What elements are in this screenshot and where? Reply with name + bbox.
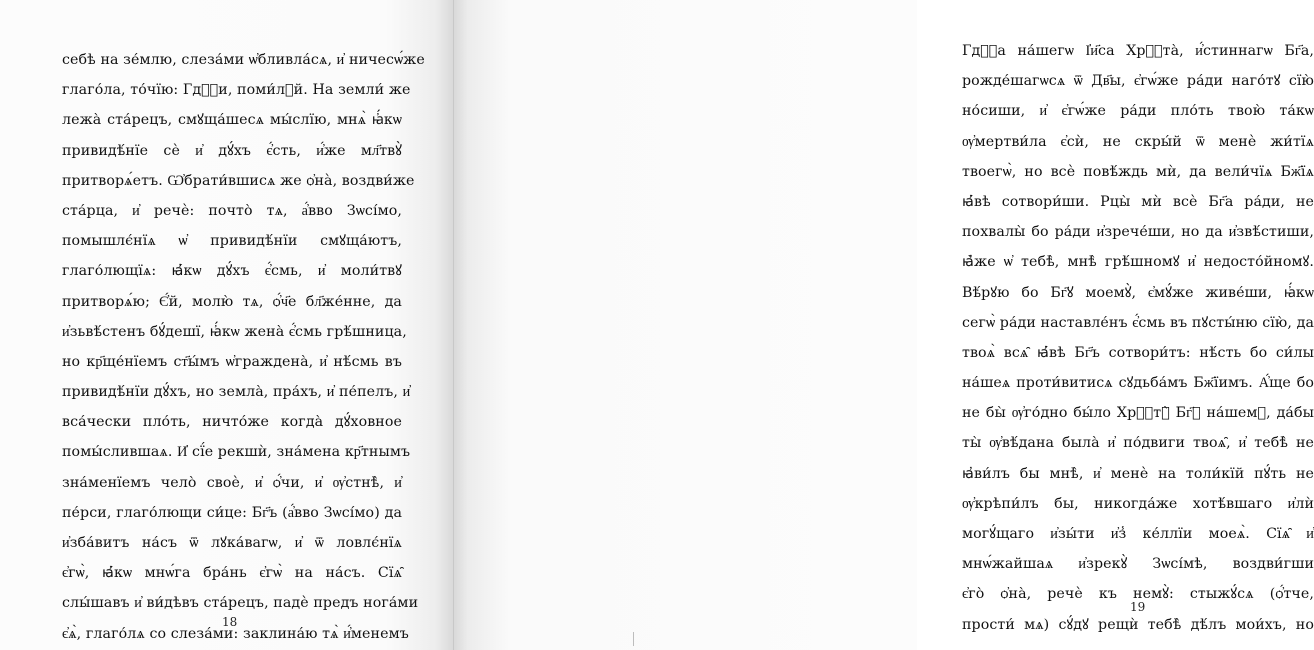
text-line: ꙗ҆ви́лъ бы мнѣ̀, и҆ менѐ на толи́кїй пꙋ́ть не [962,465,1314,482]
text-line: лежа̀ ста́рецъ, смꙋща́шесѧ мы́слїю, мнѧ̀ ꙗ҆́кѡ [62,112,402,129]
text-line: помышлє́нїѧ ѡ҆ привидѣ́нїи смꙋща́ютъ, [62,233,402,250]
text-line: ѹ҆крѣпи́лъ бы, никогда́же хотѣ́вшаго и҆лѝ [962,495,1314,512]
text-line: глаго́ла, то́чїю: Гдⷭ҇и, поми́лꙋй. На земли́ же [62,82,411,99]
text-line: ѹ҆мертви́ла є҆сѝ, не скры́й ѿ менѐ жи́тїѧ [962,133,1314,150]
text-line: Вѣ́рꙋю бо Бг҃ꙋ моемꙋ̀, є҆мꙋ́же живе́ши, ꙗ҆́кѡ [962,284,1314,301]
text-line: сегѡ̀ ра́ди наставле́нъ є҆́смь въ пꙋсты́ню сїю̀, да [962,314,1314,331]
text-line: Гдⷭ҇а на́шегѡ І҆и҃са Хрⷭ҇та̀, и҆́стиннагѡ Бг҃а, [962,43,1314,59]
text-line: ты̀ ѹ҆вѣ́дана была̀ и҆ по́двиги твоѧ̑, и҆ тебѣ̀ не [962,435,1314,452]
left-page-text [62,45,425,649]
text-line: твоѧ̀ всѧ̑ ꙗ҆́вѣ Бг҃ъ сотвори́тъ: нѣ́сть бо си́лы [962,344,1314,361]
text-line: привидѣ́нїе сѐ и҆ дꙋ́хъ є҆́сть, и҆́же мл҃твꙋ̀ [62,142,402,159]
text-line: є҆ѧ̀, глаго́лѧ со слеза́ми: заклина́ю тѧ̀ и҆́менемъ [62,625,409,642]
text-line: є҆гѡ̀, ꙗ҆́кѡ мнѡ́га бра́нь є҆гѡ̀ на на́съ. Сїѧ̑ [62,565,402,582]
left-page-number: 18 [222,615,238,629]
text-line: прости́ мѧ) сꙋ́дꙋ рещѝ тебѣ̀ дѣ́лъ мои́хъ, но [962,616,1314,633]
text-line: похвалы̀ бо ра́ди и҆зрече́ши, но да и҆звѣ́стиши, [962,224,1314,241]
text-line: глаго́лющїѧ: ꙗ҆́кѡ дꙋ́хъ є҆́смь, и҆ моли́твꙋ [62,263,402,280]
text-line: ста́рца, и҆ речѐ: почто̀ тѧ, а҆́вво Зѡсі́мо, [62,202,402,219]
text-line: вса́чески пло́ть, ничто́же когда̀ дꙋ́ховное [62,414,402,431]
left-page [0,0,454,650]
text-line: зна́менїемъ чело̀ своѐ, и҆ ѻ҆́чи, и҆ ѹ҆стнѣ̀, и҆ [62,474,402,491]
pencil-mark [633,632,634,646]
text-line: могꙋ́щаго и҆зы́ти и҆з̾ ке́ллїи моеѧ̀. Сїѧ̑ и҆ [962,526,1314,542]
text-line: на́шеѧ проти́витисѧ сꙋдьба́мъ Бж҃їимъ. А҆́ще бо [962,375,1314,392]
text-line: помы́слившаѧ. И҆ сї́е рекшѝ, зна́мена кр҃тнымъ [62,444,411,461]
text-line: пе́рси, глаго́лющи си́це: Бг҃ъ (а҆́вво Зѡсі́мо) да [62,504,402,521]
right-page [454,0,1314,650]
text-line: притворѧ́ю; Є҆́й, молю̀ тѧ, ѻ҆́ч҃е бл҃же́нне, да [62,293,402,310]
text-line: привидѣ́нїи дꙋ́хъ, но земла̀, пра́хъ, и҆ пе́пелъ, и҆ [62,384,411,401]
text-line: ꙗ҆́вѣ сотвори́ши. Рцы̀ мѝ всѐ Бг҃а ра́ди, не [962,193,1314,210]
text-line: притворѧ́етъ. Ѡ҆брати́вшисѧ же ѻ҆нà, воздви́же [62,172,415,189]
text-line: себѣ на зе́млю, слеза́ми ѡ҆бливла́сѧ, и҆ ничесѡ́же [62,52,425,68]
text-line: но кр҃ще́нїемъ ст҃ы́мъ ѡ҆граждена̀, и҆ нѣ́смь въ [62,353,402,370]
text-line: є҆го̀ ѻ҆на̀, речѐ къ немꙋ̀: стыжꙋ́сѧ (ѻ҆́тче, [962,586,1314,603]
right-page-text [962,36,1314,640]
text-line: мнѡ́жайшаѧ и҆зрекꙋ̀ Зѡсі́мѣ, воздви́гши [962,556,1314,573]
text-line: и҆зьвѣ́стенъ бꙋ́дешї, ꙗ҆́кѡ жена̀ є҆́смь грѣ́шница, [62,323,407,340]
text-line: слы́шавъ и҆ ви́дѣвъ ста́рецъ, падѐ предъ нога́ми [62,595,419,612]
text-line: но́сиши, и҆ є҆гѡ́же ра́ди пло́ть твою̀ та́кѡ [962,103,1314,120]
text-line: твоегѡ̀, но всѐ повѣ́ждь мѝ, да вели́чїѧ Бж҃їѧ [962,163,1314,180]
text-line: ꙗ҆̀же ѡ҆ тебѣ̀, мнѣ̀ грѣ́шномꙋ и҆ недосто́йномꙋ. [962,254,1314,271]
right-page-number: 19 [1130,600,1146,614]
text-line: не бы̀ ѹ҆го́дно бы́ло Хрⷭ҇тꙋ̀ Бг҃ꙋ на́шемꙋ, да́бы [962,405,1314,422]
text-line: рожде́шагѡсѧ ѿ Дв҃ы, є҆гѡ́же ра́ди наго́тꙋ сїю̀ [962,73,1314,90]
text-line: и҆зба́витъ на́съ ѿ лꙋка́вагѡ, и҆ ѿ ловлє́нїѧ [62,535,402,551]
